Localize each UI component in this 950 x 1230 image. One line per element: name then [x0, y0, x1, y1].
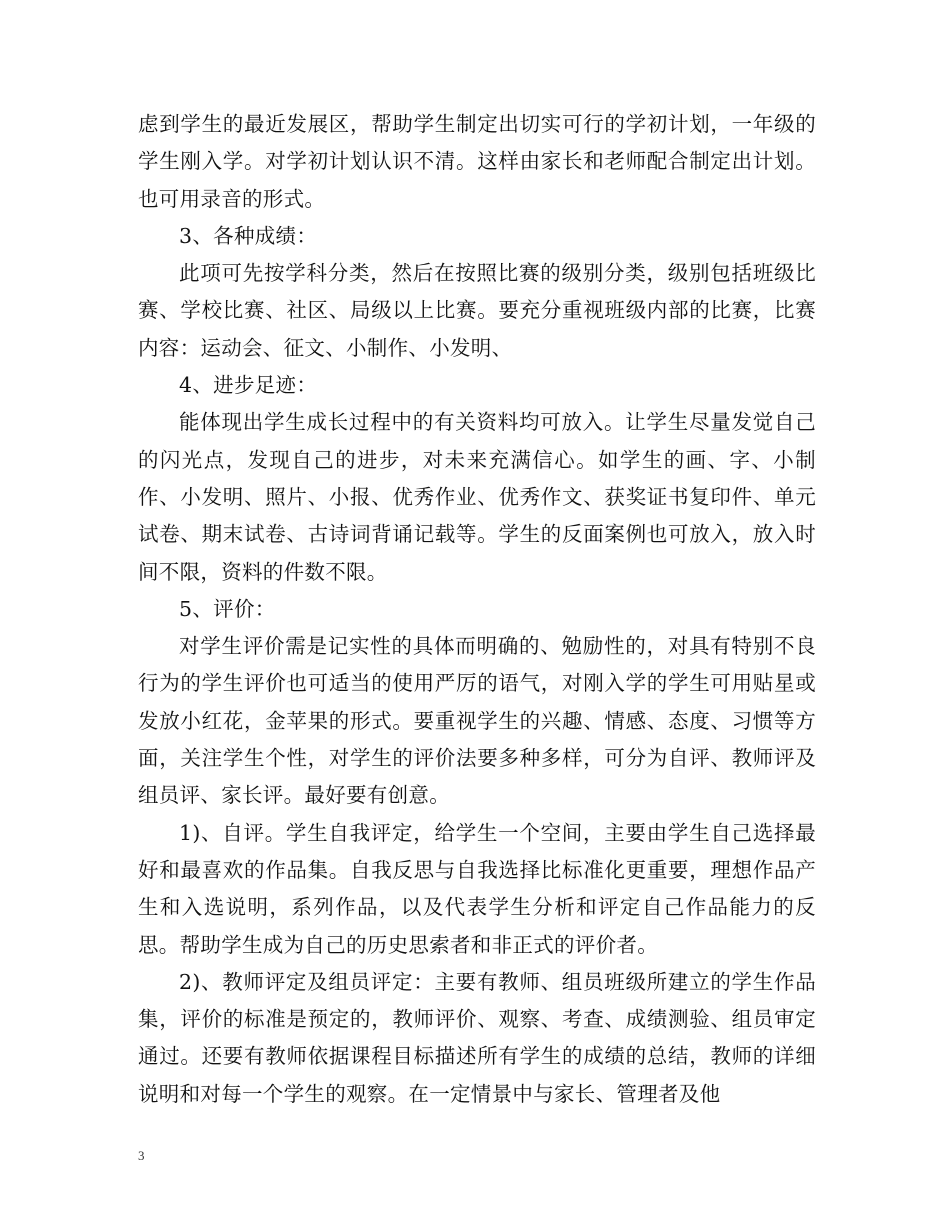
- paragraph-evaluation: 对学生评价需是记实性的具体而明确的、勉励性的，对具有特别不良行为的学生评价也可适当的使用严厉的语气，对刚入学的学生可用贴星或发放小红花，金苹果的形式。要重视学生的兴趣、情感、态度、习惯等方面，关注学生个性，对学生的评价法要多种多样，可分为自评、教师评及组员评、家长评。最好要有创意。: [138, 634, 816, 808]
- paragraph-self-evaluation: 1)、自评。学生自我评定，给学生一个空间，主要由学生自己选择最好和最喜欢的作品集。自我反思与自我选择比标准化更重要，理想作品产生和入选说明，系列作品，以及代表学生分析和评定自己作品能力的反思。帮助学生成为自己的历史思索者和非正式的评价者。: [138, 820, 816, 957]
- paragraph-progress: 能体现出学生成长过程中的有关资料均可放入。让学生尽量发觉自己的闪光点，发现自己的进步，对未来充满信心。如学生的画、字、小制作、小发明、照片、小报、优秀作业、优秀作文、获奖证书复印件、单元试卷、期末试卷、古诗词背诵记载等。学生的反面案例也可放入，放入时间不限，资料的件数不限。: [138, 410, 816, 584]
- body-text: [138, 106, 816, 1113]
- section-heading-5: 5、评价：: [179, 596, 276, 621]
- paragraph-achievements: 此项可先按学科分类，然后在按照比赛的级别分类，级别包括班级比赛、学校比赛、社区、局级以上比赛。要充分重视班级内部的比赛，比赛内容：运动会、征文、小制作、小发明、: [138, 261, 816, 360]
- section-heading-4: 4、进步足迹：: [179, 373, 318, 398]
- paragraph-continuation: 虑到学生的最近发展区，帮助学生制定出切实可行的学初计划，一年级的学生刚入学。对学初计划认识不清。这样由家长和老师配合制定出计划。也可用录音的形式。: [138, 112, 816, 211]
- page-number: 3: [138, 1148, 145, 1163]
- paragraph-teacher-evaluation: 2)、教师评定及组员评定：主要有教师、组员班级所建立的学生作品集，评价的标准是预定的，教师评价、观察、考查、成绩测验、组员审定通过。还要有教师依据课程目标描述所有学生的成绩的总结，教师的详细说明和对每一个学生的观察。在一定情景中与家长、管理者及他: [138, 969, 816, 1106]
- section-heading-3: 3、各种成绩：: [179, 223, 318, 248]
